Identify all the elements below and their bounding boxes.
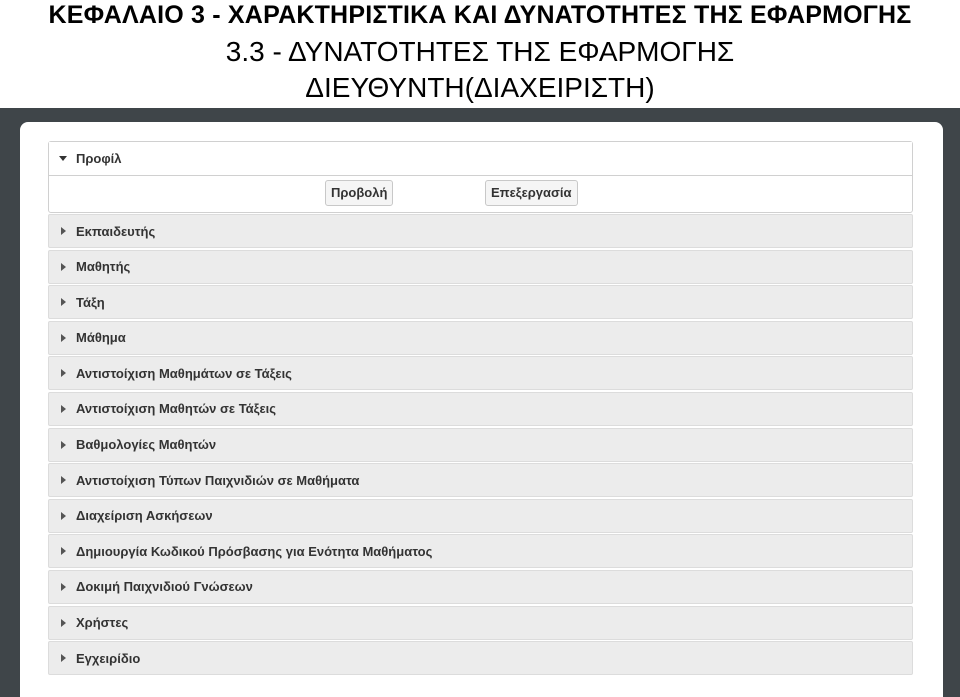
edit-button[interactable]: Επεξεργασία — [485, 180, 578, 206]
menu-item-game-type-mapping[interactable] — [48, 463, 913, 497]
section-title: 3.3 - ΔΥΝΑΤΟΤΗΤΕΣ ΤΗΣ ΕΦΑΡΜΟΓΗΣ — [225, 36, 735, 67]
caret-right-icon — [61, 334, 66, 342]
caret-right-icon — [61, 654, 66, 662]
caret-right-icon — [61, 227, 66, 235]
slide-header — [0, 0, 960, 108]
menu-list — [48, 214, 913, 677]
menu-item-educator[interactable] — [48, 214, 913, 248]
caret-down-icon — [59, 156, 67, 161]
menu-item-label: Δημιουργία Κωδικού Πρόσβασης για Ενότητα Μαθήματος — [76, 543, 433, 559]
menu-item-student-grades[interactable] — [48, 428, 913, 462]
menu-item-label: Δοκιμή Παιχνιδιού Γνώσεων — [76, 579, 253, 595]
app-window — [20, 122, 943, 697]
caret-right-icon — [61, 405, 66, 413]
menu-item-label: Μάθημα — [76, 330, 126, 346]
caret-right-icon — [61, 298, 66, 306]
menu-item-label: Αντιστοίχιση Μαθημάτων σε Τάξεις — [76, 365, 292, 381]
screenshot-frame — [0, 108, 960, 697]
caret-right-icon — [61, 263, 66, 271]
menu-item-label: Τάξη — [76, 294, 105, 310]
profile-panel-header[interactable] — [49, 142, 912, 176]
menu-item-label: Βαθμολογίες Μαθητών — [76, 437, 217, 453]
menu-item-label: Μαθητής — [76, 259, 131, 275]
menu-item-exercise-management[interactable] — [48, 499, 913, 533]
menu-item-label: Εκπαιδευτής — [76, 223, 156, 239]
profile-panel-body — [49, 176, 912, 212]
menu-item-manual[interactable] — [48, 641, 913, 675]
menu-item-label: Αντιστοίχιση Μαθητών σε Τάξεις — [76, 401, 277, 417]
caret-right-icon — [61, 476, 66, 484]
menu-item-label: Διαχείριση Ασκήσεων — [76, 508, 213, 524]
chapter-title: ΚΕΦΑΛΑΙΟ 3 - ΧΑΡΑΚΤΗΡΙΣΤΙΚΑ ΚΑΙ ΔΥΝΑΤΟΤΗΤΕΣ ΤΗΣ ΕΦΑΡΜΟΓΗΣ — [48, 1, 912, 29]
menu-item-student-class-mapping[interactable] — [48, 392, 913, 426]
profile-panel-label: Προφίλ — [76, 151, 122, 166]
caret-right-icon — [61, 441, 66, 449]
menu-item-class[interactable] — [48, 285, 913, 319]
view-button[interactable]: Προβολή — [325, 180, 393, 206]
caret-right-icon — [61, 547, 66, 555]
menu-item-users[interactable] — [48, 606, 913, 640]
menu-item-label: Αντιστοίχιση Τύπων Παιχνιδιών σε Μαθήματα — [76, 472, 360, 488]
caret-right-icon — [61, 619, 66, 627]
caret-right-icon — [61, 369, 66, 377]
caret-right-icon — [61, 512, 66, 520]
menu-item-knowledge-game-test[interactable] — [48, 570, 913, 604]
section-subtitle: ΔΙΕΥΘΥΝΤΗ(ΔΙΑΧΕΙΡΙΣΤΗ) — [305, 72, 655, 103]
menu-item-course-class-mapping[interactable] — [48, 356, 913, 390]
menu-item-course[interactable] — [48, 321, 913, 355]
profile-panel — [48, 141, 913, 213]
menu-item-access-code[interactable] — [48, 534, 913, 568]
menu-item-label: Χρήστες — [76, 615, 129, 631]
menu-item-student[interactable] — [48, 250, 913, 284]
caret-right-icon — [61, 583, 66, 591]
menu-item-label: Εγχειρίδιο — [76, 650, 141, 666]
